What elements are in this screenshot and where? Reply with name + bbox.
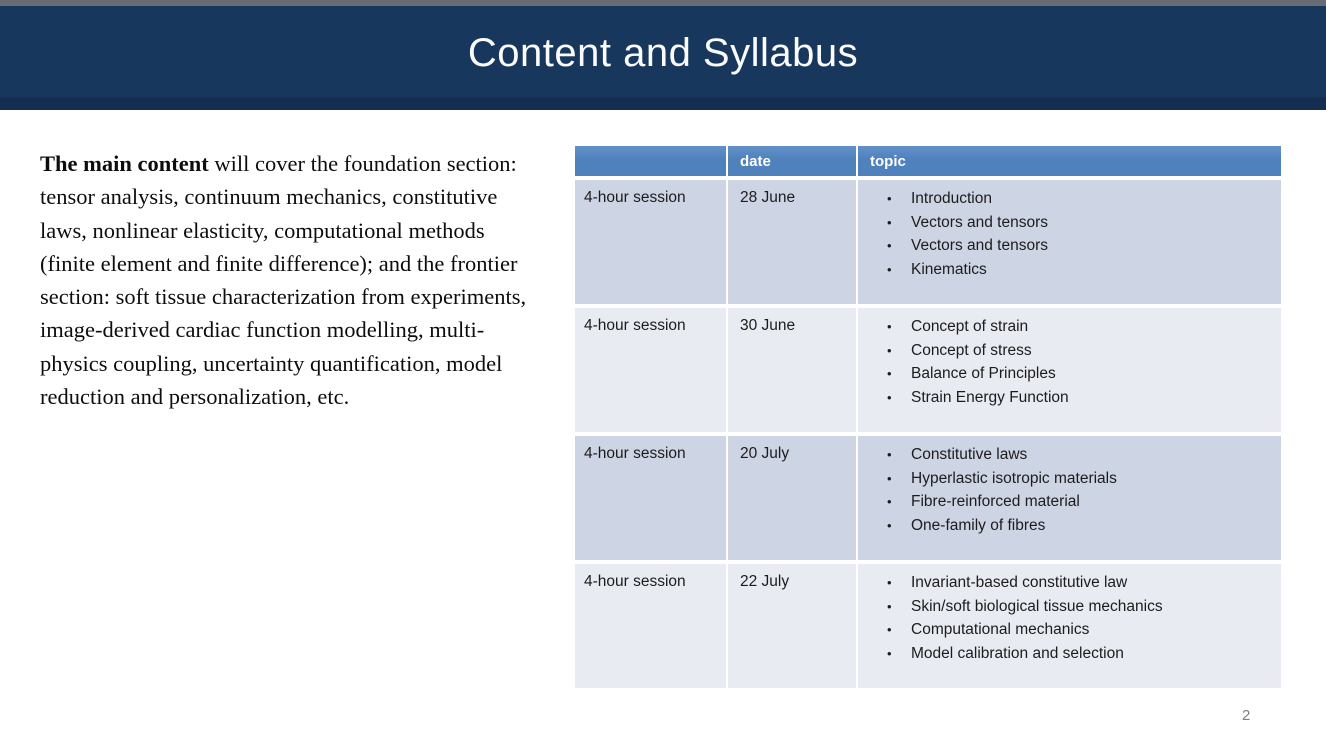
date-cell: 30 June	[728, 308, 858, 432]
bullet-icon: •	[887, 238, 892, 253]
topic-text: Vectors and tensors	[911, 213, 1048, 231]
bullet-icon: •	[887, 470, 892, 486]
topic-text: Computational mechanics	[911, 621, 1090, 638]
bullet-icon: •	[887, 494, 892, 509]
bullet-icon: •	[887, 645, 892, 661]
intro-body-text: will cover the foundation section: tensor analysis, continuum mechanics, constitutive laws, nonlinear elasticity, computational methods (finite element and finite difference); and the frontier section: soft tissue characterization from experiments, image-derived cardiac function modelling, multi-physics coupling, uncertainty quantification, model reduction and personalization, etc.	[40, 151, 527, 410]
topic-bullet-item	[867, 187, 1273, 211]
bullet-icon: •	[887, 191, 892, 206]
topic-text: Invariant-based constitutive law	[911, 574, 1128, 591]
topic-bullet-item	[867, 595, 1273, 619]
topic-bullet-item	[867, 234, 1273, 258]
topics-cell	[858, 564, 1281, 688]
topic-text: Fibre-reinforced material	[911, 493, 1080, 510]
slide-title: Content and Syllabus	[467, 30, 859, 75]
bullet-icon: •	[887, 575, 892, 590]
page-number: 2	[1242, 707, 1251, 724]
topics-cell	[858, 436, 1281, 560]
topics-cell	[858, 308, 1281, 432]
intro-paragraph	[40, 147, 535, 413]
session-cell: 4-hour session	[575, 308, 728, 432]
topics-list	[867, 571, 1273, 665]
date-cell: 22 July	[728, 564, 858, 688]
topic-bullet-item	[867, 258, 1273, 282]
topic-text: Balance of Principles	[911, 365, 1056, 382]
bullet-icon: •	[887, 342, 892, 358]
date-cell: 20 July	[728, 436, 858, 560]
session-cell: 4-hour session	[575, 180, 728, 304]
topic-bullet-item	[867, 490, 1273, 514]
topic-bullet-item	[867, 467, 1273, 491]
topic-bullet-item	[867, 618, 1273, 642]
topic-text: Concept of strain	[911, 318, 1029, 335]
topics-cell	[858, 180, 1281, 304]
topic-text: Strain Energy Function	[911, 388, 1069, 406]
bullet-icon: •	[887, 517, 892, 533]
topic-text: Introduction	[911, 190, 992, 207]
topic-text: Constitutive laws	[911, 446, 1028, 463]
topic-bullet-item	[867, 514, 1273, 538]
title-banner	[0, 6, 1326, 110]
table-row	[575, 308, 1281, 432]
topic-text: Skin/soft biological tissue mechanics	[911, 597, 1163, 615]
topic-bullet-item	[867, 315, 1273, 339]
session-cell: 4-hour session	[575, 436, 728, 560]
col-header-date: date	[728, 146, 858, 176]
table-row	[575, 564, 1281, 688]
topic-bullet-item	[867, 362, 1273, 386]
bullet-icon: •	[887, 214, 892, 230]
bullet-icon: •	[887, 598, 892, 614]
table-row	[575, 180, 1281, 304]
topic-text: Hyperlastic isotropic materials	[911, 469, 1117, 487]
topics-list	[867, 315, 1273, 409]
topic-bullet-item	[867, 443, 1273, 467]
session-cell: 4-hour session	[575, 564, 728, 688]
topic-text: One-family of fibres	[911, 516, 1046, 534]
bullet-icon: •	[887, 319, 892, 334]
bullet-icon: •	[887, 389, 892, 405]
topic-text: Vectors and tensors	[911, 237, 1048, 254]
col-header-session	[575, 146, 728, 176]
bullet-icon: •	[887, 622, 892, 637]
topic-text: Kinematics	[911, 260, 987, 278]
topic-bullet-item	[867, 571, 1273, 595]
topic-bullet-item	[867, 211, 1273, 235]
intro-lead-bold: The main content	[40, 151, 209, 176]
col-header-topic: topic	[870, 152, 906, 170]
table-header-row	[575, 146, 1281, 176]
topic-text: Concept of stress	[911, 341, 1032, 359]
bullet-icon: •	[887, 366, 892, 381]
syllabus-table	[575, 146, 1281, 688]
topics-list	[867, 443, 1273, 537]
table-body	[575, 180, 1281, 688]
bullet-icon: •	[887, 447, 892, 462]
table-row	[575, 436, 1281, 560]
bullet-icon: •	[887, 261, 892, 277]
topic-bullet-item	[867, 339, 1273, 363]
topic-text: Model calibration and selection	[911, 644, 1124, 662]
topic-bullet-item	[867, 386, 1273, 410]
date-cell: 28 June	[728, 180, 858, 304]
topic-bullet-item	[867, 642, 1273, 666]
topics-list	[867, 187, 1273, 281]
